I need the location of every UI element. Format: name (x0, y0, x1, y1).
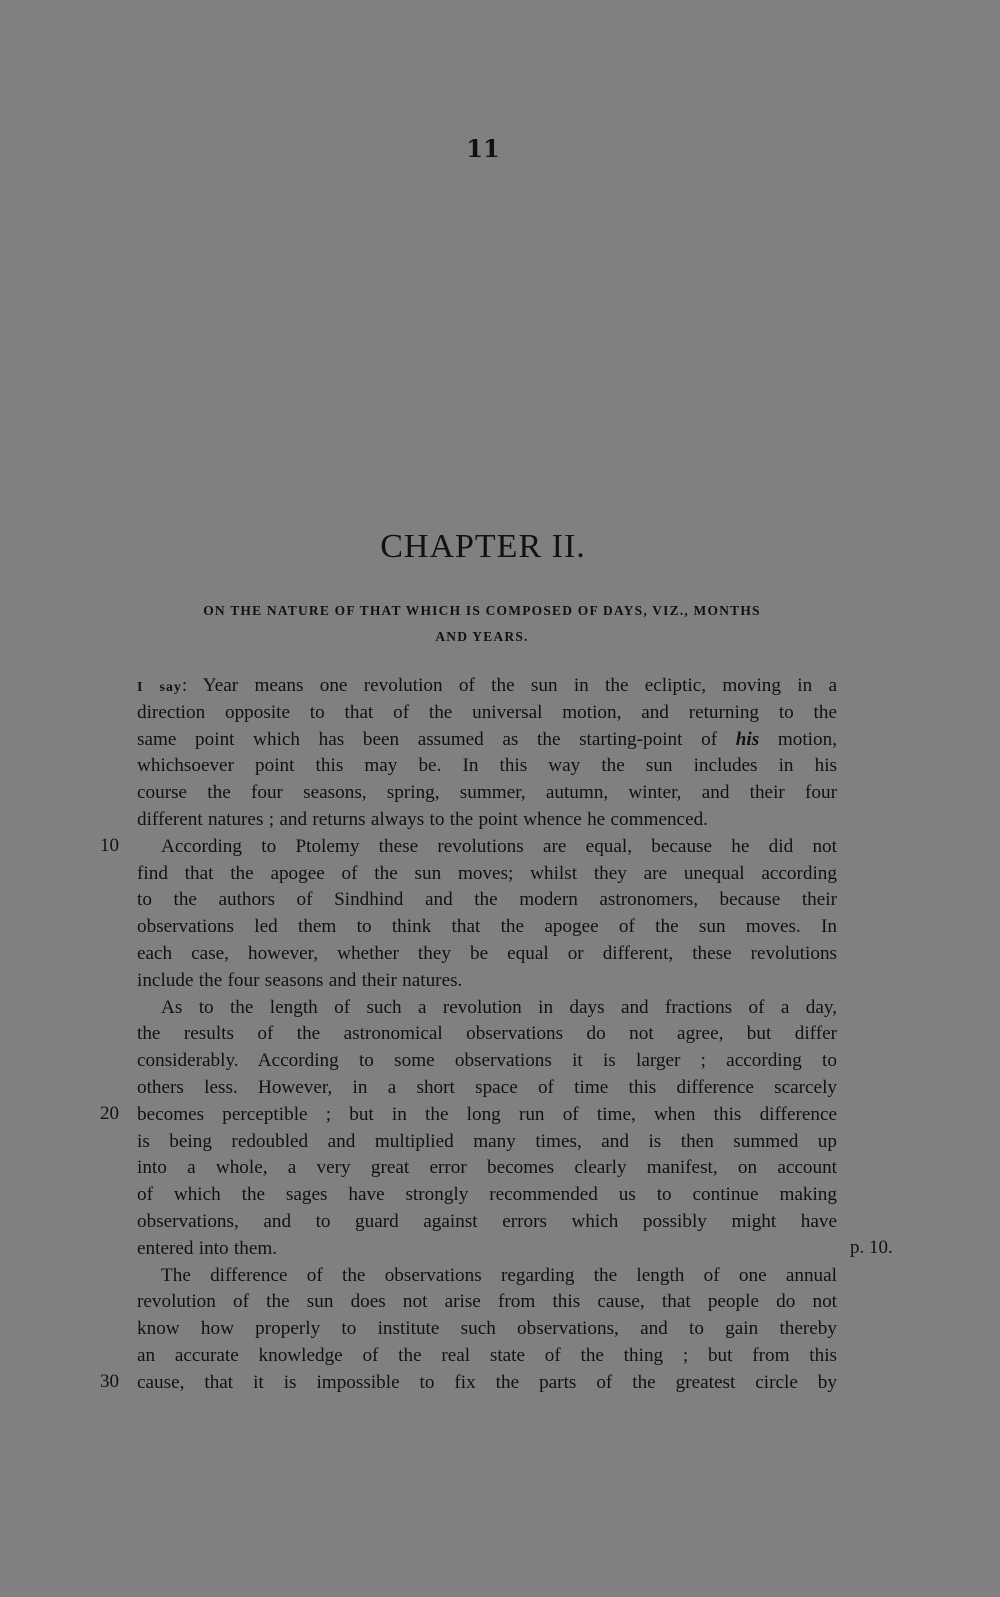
text-line (137, 727, 837, 754)
text-line (137, 673, 837, 700)
text-line: whichsoever point this may be. In this way the sun includes in his (137, 755, 837, 777)
text-line: According to Ptolemy these revolutions are equal, because he did not (161, 835, 837, 857)
text-line: each case, however, whether they be equal or different, these revolutions (137, 942, 837, 964)
text-line: others less. However, in a short space of time this difference scarcely (137, 1076, 837, 1098)
text-line: to the authors of Sindhind and the modern astronomers, because their (137, 889, 837, 911)
text-line: cause, that it is impossible to fix the parts of the greatest circle by (137, 1371, 837, 1393)
text-line: into a whole, a very great error becomes clearly manifest, on account (137, 1157, 837, 1179)
text-line: include the four seasons and their natures. (137, 969, 463, 991)
text-line: As to the length of such a revolution in days and fractions of a day, (161, 996, 837, 1018)
text-segment: motion, (759, 728, 837, 750)
italic-word: his (735, 728, 760, 750)
page-number: 11 (466, 134, 500, 163)
body-text (137, 673, 837, 1397)
text-line: know how properly to institute such observations, and to gain thereby (137, 1318, 837, 1340)
text-line: considerably. According to some observations it is larger ; according to (137, 1050, 837, 1072)
page-reference-note: p. 10. (850, 1237, 893, 1258)
text-line: an accurate knowledge of the real state of the thing ; but from this (137, 1344, 837, 1366)
line-number-20: 20 (100, 1103, 119, 1124)
text-line: observations, and to guard against errors which possibly might have (137, 1210, 837, 1232)
chapter-subtitle-line-2: AND YEARS. (435, 629, 529, 644)
line-number-10: 10 (100, 835, 119, 856)
text-line: becomes perceptible ; but in the long run of time, when this difference (137, 1103, 837, 1125)
chapter-subtitle (132, 598, 832, 650)
text-segment: same point which has been assumed as the starting-point of (137, 728, 736, 750)
text-line: different natures ; and returns always to the point whence he commenced. (137, 808, 708, 830)
text-line: entered into them. (137, 1237, 278, 1259)
chapter-title: CHAPTER II. (380, 528, 586, 565)
chapter-subtitle-line-1: ON THE NATURE OF THAT WHICH IS COMPOSED OF DAYS, VIZ., MONTHS (203, 603, 761, 618)
line-number-30: 30 (100, 1371, 119, 1392)
text-line: revolution of the sun does not arise from this cause, that people do not (137, 1291, 837, 1313)
text-line: is being redoubled and multiplied many times, and is then summed up (137, 1130, 837, 1152)
lead-smallcaps: I say (137, 680, 182, 695)
text-line: observations led them to think that the apogee of the sun moves. In (137, 916, 837, 938)
text-line: direction opposite to that of the universal motion, and returning to the (137, 701, 837, 723)
text-segment: : Year means one revolution of the sun in the ecliptic, moving in a (181, 675, 837, 696)
text-line: find that the apogee of the sun moves; whilst they are unequal according (137, 862, 837, 884)
text-line: of which the sages have strongly recommended us to continue making (137, 1184, 837, 1206)
text-line: The difference of the observations regarding the length of one annual (161, 1264, 837, 1286)
text-line: course the four seasons, spring, summer, autumn, winter, and their four (137, 782, 837, 804)
text-line: the results of the astronomical observations do not agree, but differ (137, 1023, 837, 1045)
